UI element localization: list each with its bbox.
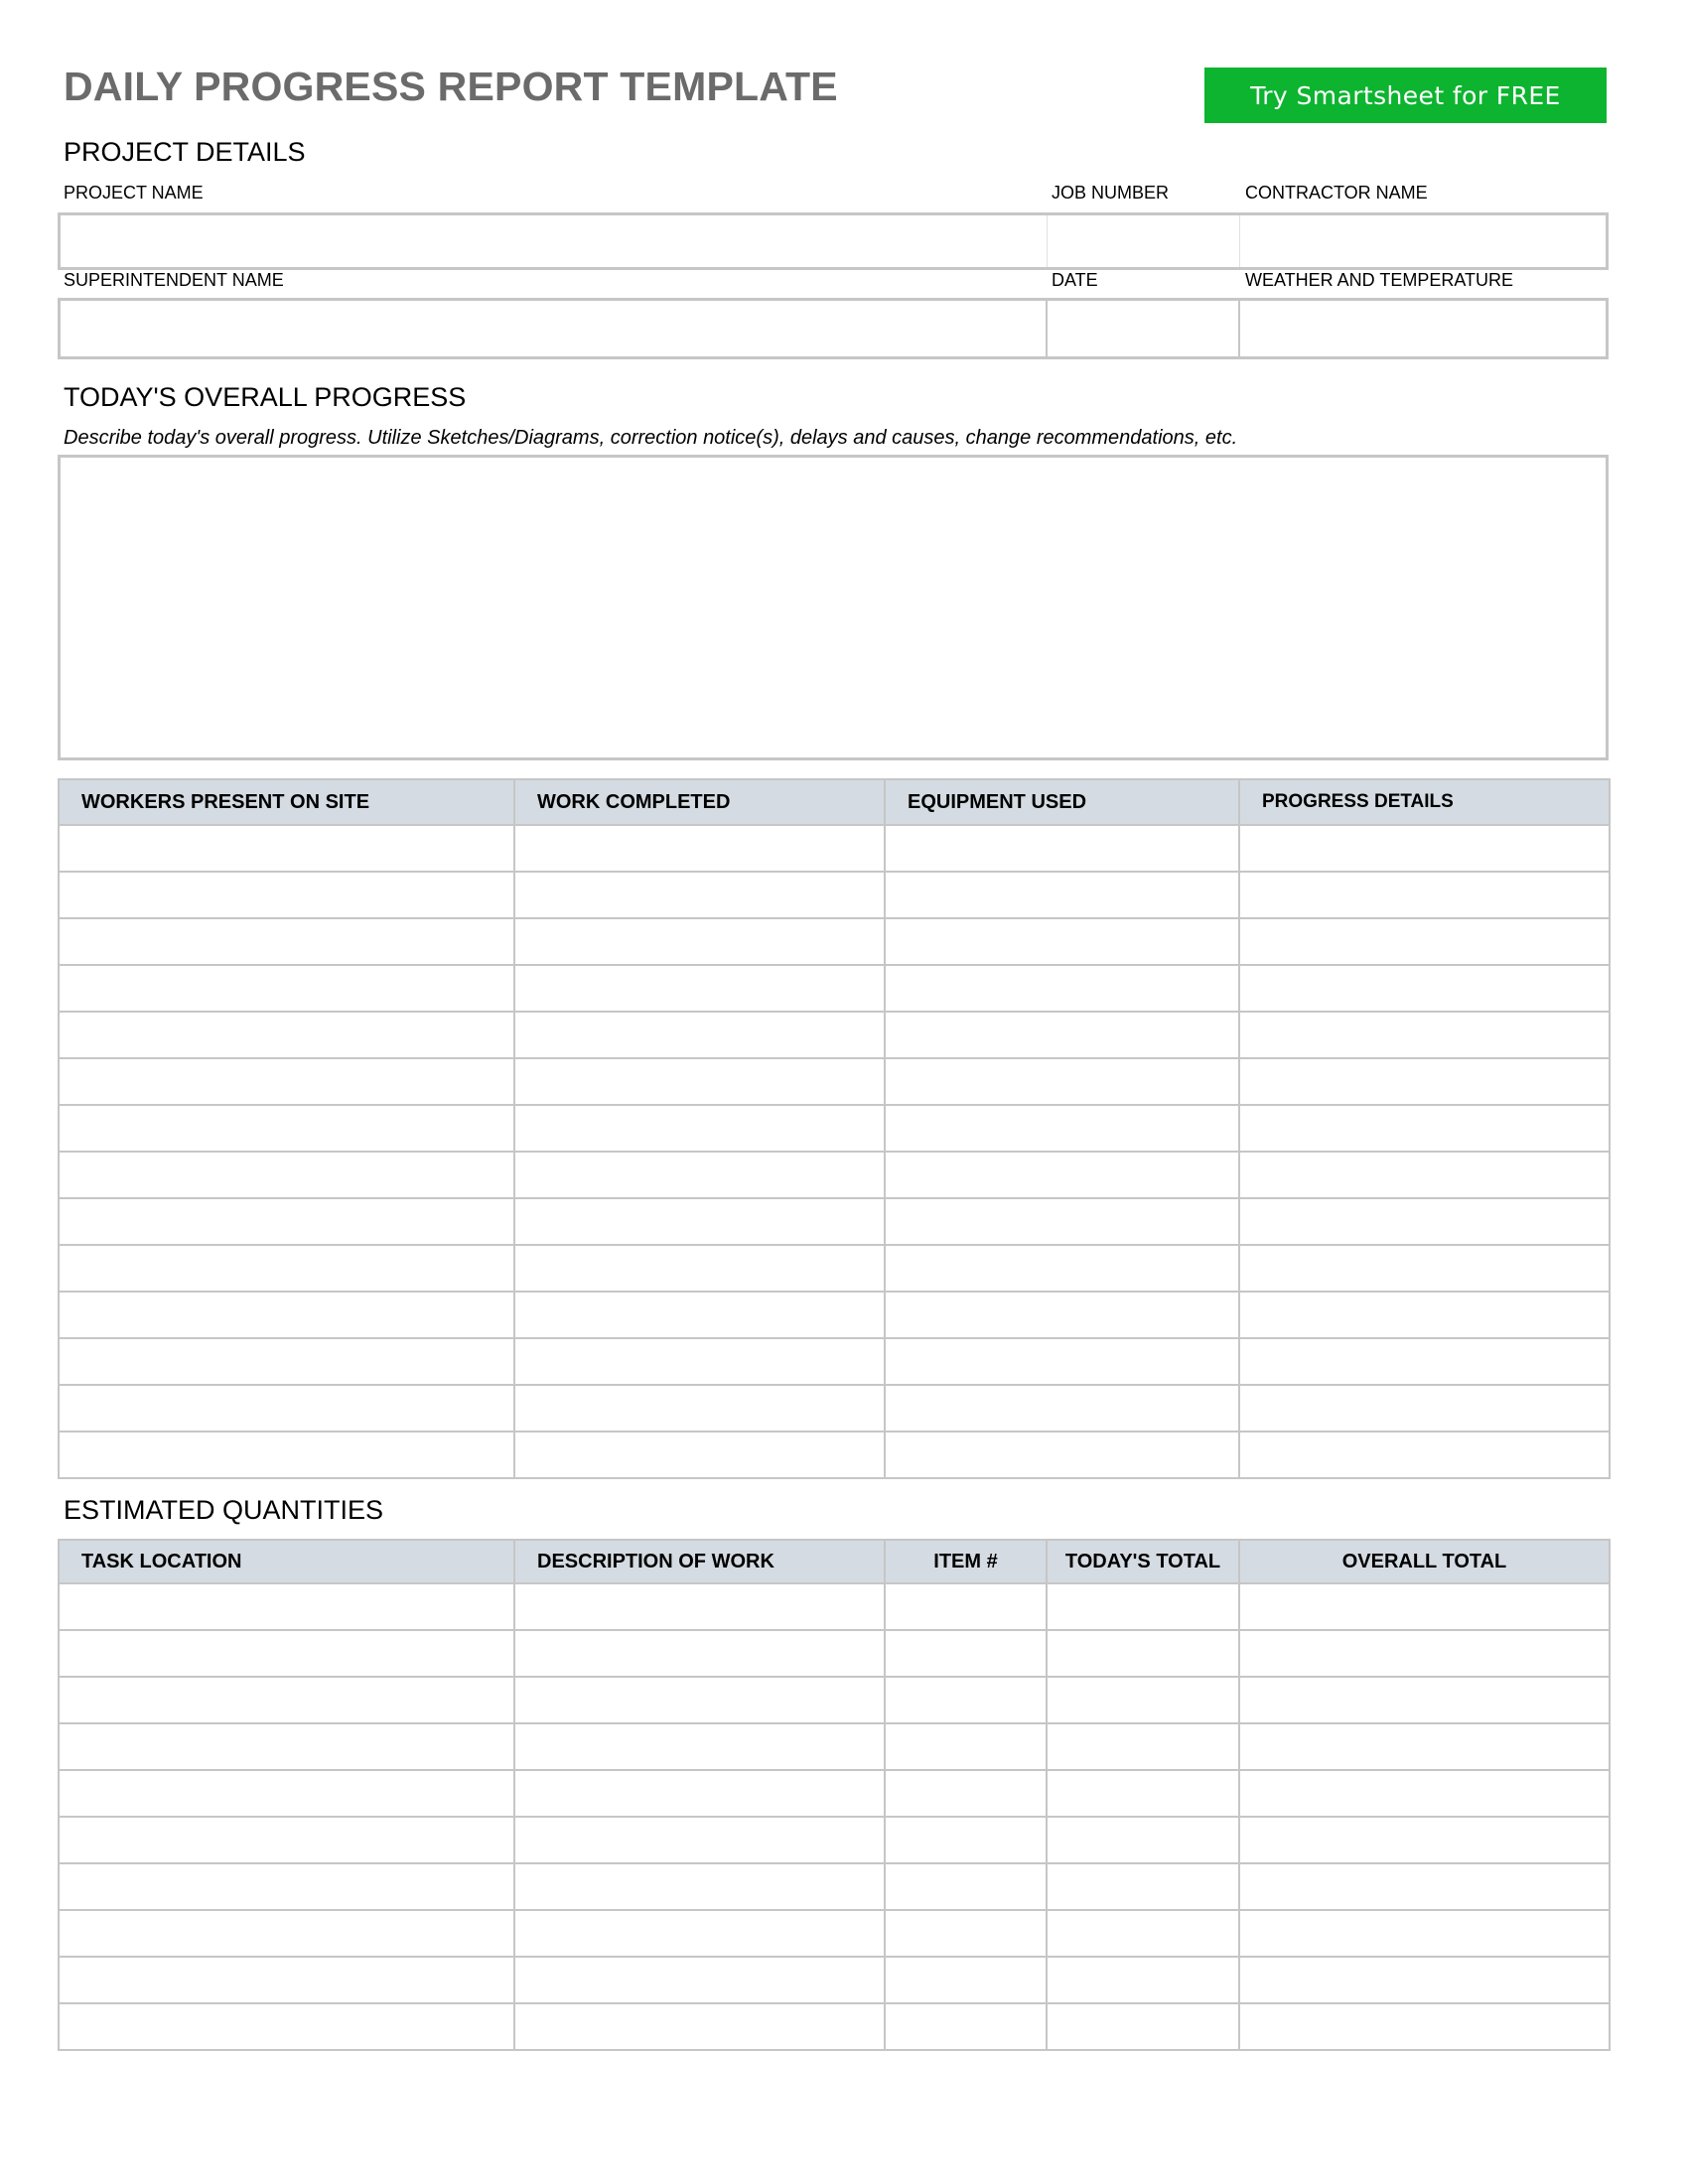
table-cell[interactable]: [59, 872, 514, 918]
table-row: [59, 1105, 1610, 1152]
table-cell[interactable]: [59, 1292, 514, 1338]
table-cell[interactable]: [885, 2003, 1047, 2050]
table-cell[interactable]: [59, 1583, 514, 1630]
page-title: DAILY PROGRESS REPORT TEMPLATE: [64, 64, 838, 109]
table-cell[interactable]: [514, 825, 885, 872]
table-cell[interactable]: [1239, 1198, 1610, 1245]
table-cell[interactable]: [1239, 1630, 1610, 1677]
table-cell[interactable]: [514, 1863, 885, 1910]
workers-progress-table: [58, 778, 1611, 1479]
estimated-quantities-heading: ESTIMATED QUANTITIES: [64, 1495, 384, 1525]
table-cell[interactable]: [1239, 918, 1610, 965]
job-number-label: JOB NUMBER: [1052, 183, 1170, 203]
table-cell[interactable]: [1239, 1723, 1610, 1770]
table-cell[interactable]: [1047, 1910, 1239, 1957]
table-cell[interactable]: [514, 965, 885, 1012]
table-cell[interactable]: [1239, 872, 1610, 918]
table-cell[interactable]: [59, 1385, 514, 1432]
table-cell[interactable]: [1239, 1012, 1610, 1058]
equipment-used-header: EQUIPMENT USED: [885, 779, 1239, 825]
quantities-table-header-row: [59, 1540, 1610, 1583]
table-cell[interactable]: [1239, 1677, 1610, 1723]
table-cell[interactable]: [514, 1583, 885, 1630]
table-cell[interactable]: [885, 1338, 1239, 1385]
table-cell[interactable]: [514, 1385, 885, 1432]
table-row: [59, 1432, 1610, 1478]
project-details-row-1: [58, 212, 1609, 270]
table-cell[interactable]: [59, 1817, 514, 1863]
superintendent-name-label: SUPERINTENDENT NAME: [64, 270, 284, 290]
table-cell[interactable]: [1239, 2003, 1610, 2050]
project-details-row-2: [58, 298, 1609, 359]
table-cell[interactable]: [514, 1432, 885, 1478]
table-row: [59, 2003, 1610, 2050]
table-cell[interactable]: [1047, 1957, 1239, 2003]
table-cell[interactable]: [59, 1910, 514, 1957]
table-cell[interactable]: [514, 1957, 885, 2003]
table-cell[interactable]: [514, 918, 885, 965]
task-location-header: TASK LOCATION: [59, 1540, 514, 1583]
table-cell[interactable]: [59, 1723, 514, 1770]
table-cell[interactable]: [1239, 1817, 1610, 1863]
table-cell[interactable]: [1047, 1677, 1239, 1723]
table-cell[interactable]: [514, 872, 885, 918]
table-row: [59, 1677, 1610, 1723]
table-cell[interactable]: [885, 1723, 1047, 1770]
table-cell[interactable]: [514, 1338, 885, 1385]
todays-total-header: TODAY'S TOTAL: [1047, 1540, 1239, 1583]
table-cell[interactable]: [1239, 1058, 1610, 1105]
table-cell[interactable]: [514, 1770, 885, 1817]
table-cell[interactable]: [59, 1058, 514, 1105]
table-row: [59, 918, 1610, 965]
table-cell[interactable]: [514, 1817, 885, 1863]
date-label: DATE: [1052, 270, 1098, 290]
table-row: [59, 1012, 1610, 1058]
table-row: [59, 1292, 1610, 1338]
table-cell[interactable]: [1239, 1245, 1610, 1292]
table-cell[interactable]: [885, 1245, 1239, 1292]
table-cell[interactable]: [514, 1677, 885, 1723]
table-row: [59, 1385, 1610, 1432]
table-cell[interactable]: [1239, 1583, 1610, 1630]
table-cell[interactable]: [59, 1338, 514, 1385]
table-cell[interactable]: [514, 1198, 885, 1245]
table-cell[interactable]: [1047, 1583, 1239, 1630]
table-row: [59, 1338, 1610, 1385]
table-cell[interactable]: [59, 1863, 514, 1910]
table-cell[interactable]: [1239, 965, 1610, 1012]
table-cell[interactable]: [885, 872, 1239, 918]
weather-temperature-field[interactable]: [1240, 301, 1606, 356]
table-cell[interactable]: [514, 1723, 885, 1770]
work-completed-header: WORK COMPLETED: [514, 779, 885, 825]
try-smartsheet-button[interactable]: Try Smartsheet for FREE: [1204, 68, 1607, 123]
description-of-work-header: DESCRIPTION OF WORK: [514, 1540, 885, 1583]
table-cell[interactable]: [885, 1385, 1239, 1432]
table-cell[interactable]: [514, 1105, 885, 1152]
progress-details-header: PROGRESS DETAILS: [1239, 779, 1610, 825]
table-row: [59, 1152, 1610, 1198]
overall-progress-heading: TODAY'S OVERALL PROGRESS: [64, 382, 467, 412]
item-number-header: ITEM #: [885, 1540, 1047, 1583]
table-cell[interactable]: [514, 1630, 885, 1677]
table-cell[interactable]: [514, 1152, 885, 1198]
estimated-quantities-table: [58, 1539, 1611, 2051]
overall-total-header: OVERALL TOTAL: [1239, 1540, 1610, 1583]
table-cell[interactable]: [59, 1957, 514, 2003]
table-cell[interactable]: [885, 1292, 1239, 1338]
table-cell[interactable]: [885, 1630, 1047, 1677]
project-name-field[interactable]: [61, 215, 1048, 267]
superintendent-name-field[interactable]: [61, 301, 1048, 356]
table-cell[interactable]: [885, 1198, 1239, 1245]
table-cell[interactable]: [59, 1105, 514, 1152]
table-cell[interactable]: [59, 1432, 514, 1478]
table-cell[interactable]: [59, 1198, 514, 1245]
table-cell[interactable]: [1047, 1817, 1239, 1863]
table-row: [59, 1583, 1610, 1630]
project-details-heading: PROJECT DETAILS: [64, 137, 306, 167]
table-cell[interactable]: [885, 1770, 1047, 1817]
table-cell[interactable]: [59, 825, 514, 872]
table-cell[interactable]: [514, 1012, 885, 1058]
table-cell[interactable]: [514, 1292, 885, 1338]
table-cell[interactable]: [1047, 1630, 1239, 1677]
table-cell[interactable]: [1047, 1770, 1239, 1817]
table-row: [59, 1957, 1610, 2003]
table-cell[interactable]: [1239, 1338, 1610, 1385]
table-row: [59, 965, 1610, 1012]
table-cell[interactable]: [885, 1863, 1047, 1910]
table-cell[interactable]: [1239, 825, 1610, 872]
table-cell[interactable]: [1239, 1910, 1610, 1957]
table-cell[interactable]: [1239, 1432, 1610, 1478]
table-cell[interactable]: [885, 1910, 1047, 1957]
table-cell[interactable]: [1239, 1152, 1610, 1198]
workers-table-header-row: [59, 779, 1610, 825]
table-cell[interactable]: [514, 1058, 885, 1105]
table-cell[interactable]: [885, 1957, 1047, 2003]
table-cell[interactable]: [1239, 1385, 1610, 1432]
table-cell[interactable]: [1239, 1957, 1610, 2003]
table-cell[interactable]: [885, 1105, 1239, 1152]
table-cell[interactable]: [59, 2003, 514, 2050]
table-row: [59, 1245, 1610, 1292]
table-cell[interactable]: [59, 918, 514, 965]
table-cell[interactable]: [59, 1630, 514, 1677]
table-cell[interactable]: [885, 1677, 1047, 1723]
table-cell[interactable]: [59, 1012, 514, 1058]
project-name-label: PROJECT NAME: [64, 183, 204, 203]
table-cell[interactable]: [885, 1817, 1047, 1863]
table-row: [59, 1198, 1610, 1245]
table-cell[interactable]: [59, 1770, 514, 1817]
table-cell[interactable]: [885, 825, 1239, 872]
table-cell[interactable]: [59, 1245, 514, 1292]
table-cell[interactable]: [1239, 1863, 1610, 1910]
table-cell[interactable]: [514, 1245, 885, 1292]
table-row: [59, 1723, 1610, 1770]
weather-temperature-label: WEATHER AND TEMPERATURE: [1245, 270, 1514, 290]
table-row: [59, 1910, 1610, 1957]
table-cell[interactable]: [885, 1432, 1239, 1478]
table-cell[interactable]: [885, 1058, 1239, 1105]
table-cell[interactable]: [1047, 2003, 1239, 2050]
table-cell[interactable]: [1239, 1105, 1610, 1152]
table-cell[interactable]: [59, 1677, 514, 1723]
table-row: [59, 1863, 1610, 1910]
table-row: [59, 1058, 1610, 1105]
table-cell[interactable]: [885, 918, 1239, 965]
table-cell[interactable]: [59, 1152, 514, 1198]
table-cell[interactable]: [514, 2003, 885, 2050]
table-cell[interactable]: [885, 1012, 1239, 1058]
table-cell[interactable]: [885, 1152, 1239, 1198]
table-cell[interactable]: [1239, 1292, 1610, 1338]
contractor-name-label: CONTRACTOR NAME: [1245, 183, 1428, 203]
table-row: [59, 1817, 1610, 1863]
table-cell[interactable]: [514, 1910, 885, 1957]
job-number-field[interactable]: [1048, 215, 1240, 267]
table-row: [59, 1630, 1610, 1677]
table-cell[interactable]: [1239, 1770, 1610, 1817]
table-row: [59, 872, 1610, 918]
table-cell[interactable]: [59, 965, 514, 1012]
contractor-name-field[interactable]: [1240, 215, 1606, 267]
table-cell[interactable]: [885, 1583, 1047, 1630]
table-cell[interactable]: [1047, 1723, 1239, 1770]
table-cell[interactable]: [885, 965, 1239, 1012]
table-row: [59, 825, 1610, 872]
table-cell[interactable]: [1047, 1863, 1239, 1910]
overall-progress-instructions: Describe today's overall progress. Utilize Sketches/Diagrams, correction notice(s), delays and causes, change recommendations, etc.: [64, 427, 1238, 449]
overall-progress-textarea[interactable]: [58, 455, 1609, 760]
date-field[interactable]: [1048, 301, 1240, 356]
workers-present-header: WORKERS PRESENT ON SITE: [59, 779, 514, 825]
table-row: [59, 1770, 1610, 1817]
